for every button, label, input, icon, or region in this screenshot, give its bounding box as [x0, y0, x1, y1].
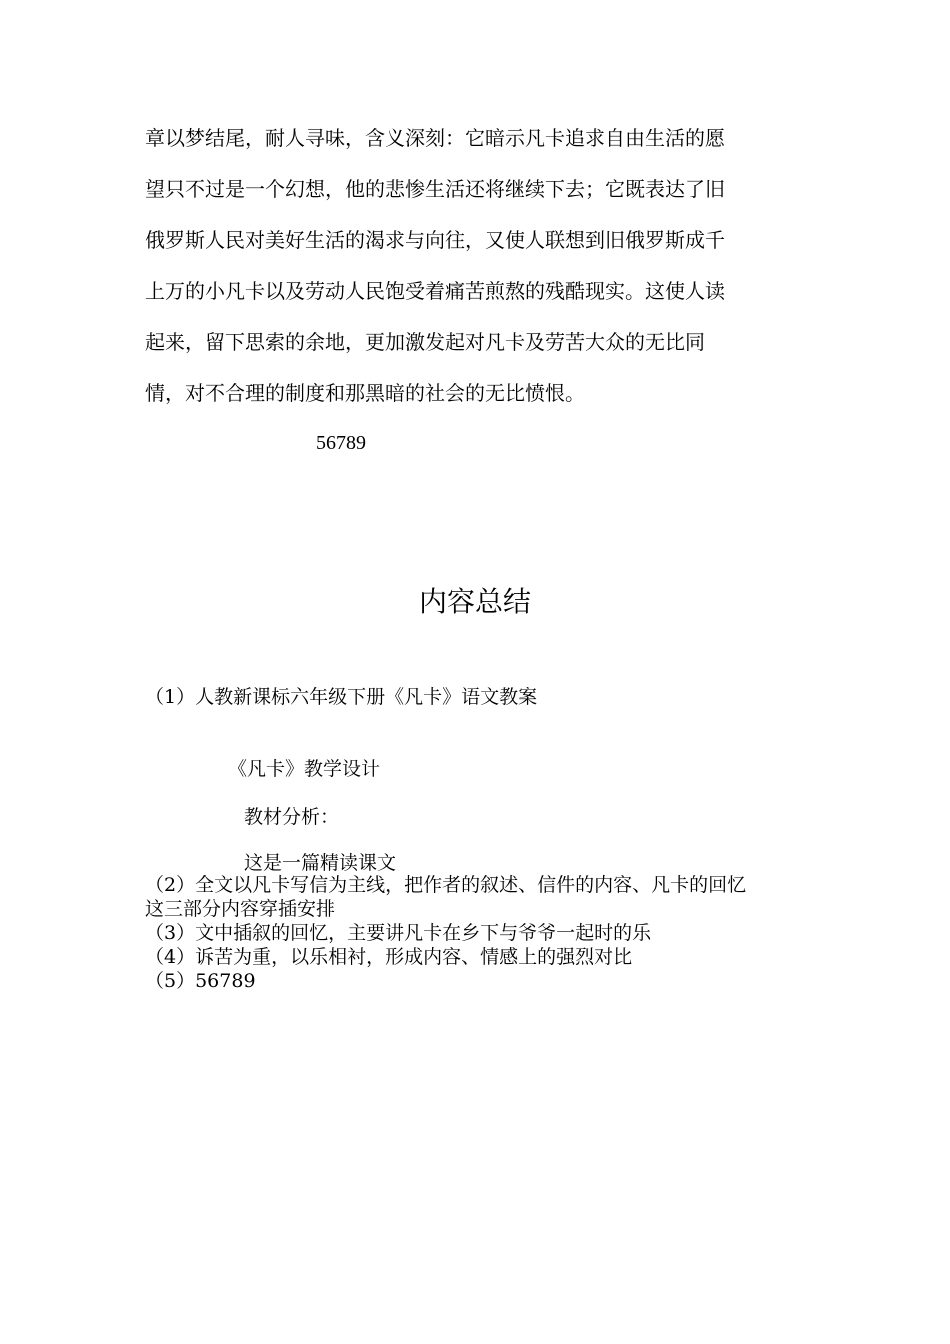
summary-item-4: （4）诉苦为重，以乐相衬，形成内容、情感上的强烈对比: [145, 946, 633, 968]
body-line-4: 上万的小凡卡以及劳动人民饱受着痛苦煎熬的残酷现实。这使人读: [145, 279, 725, 303]
summary-item-2: （2）全文以凡卡写信为主线，把作者的叙述、信件的内容、凡卡的回忆: [145, 874, 747, 896]
summary-title: 内容总结: [418, 585, 531, 618]
summary-item-5: （5）56789: [145, 970, 256, 992]
body-line-6: 情，对不合理的制度和那黑暗的社会的无比愤恨。: [145, 381, 585, 405]
body-line-5: 起来，留下思索的余地，更加激发起对凡卡及劳苦大众的无比同: [145, 330, 705, 354]
design-title: 《凡卡》教学设计: [228, 758, 381, 780]
summary-list: [145, 873, 825, 993]
body-line-3: 俄罗斯人民对美好生活的渴求与向往，又使人联想到旧俄罗斯成千: [145, 228, 725, 252]
body-line-2: 望只不过是一个幻想，他的悲惨生活还将继续下去；它既表达了旧: [145, 177, 725, 201]
analysis-label: 教材分析：: [244, 806, 340, 828]
lesson-intro: 这是一篇精读课文: [244, 852, 397, 874]
summary-item-2-continued: 这三部分内容穿插安排: [145, 898, 336, 920]
summary-item-1: （1）人教新课标六年级下册《凡卡》语文教案: [145, 686, 538, 708]
body-paragraph: [145, 118, 805, 424]
body-line-1: 章以梦结尾，耐人寻味，含义深刻：它暗示凡卡追求自由生活的愿: [145, 126, 725, 150]
page-number-text: 56789: [316, 432, 366, 454]
summary-item-3: （3）文中插叙的回忆，主要讲凡卡在乡下与爷爷一起时的乐: [145, 922, 652, 944]
